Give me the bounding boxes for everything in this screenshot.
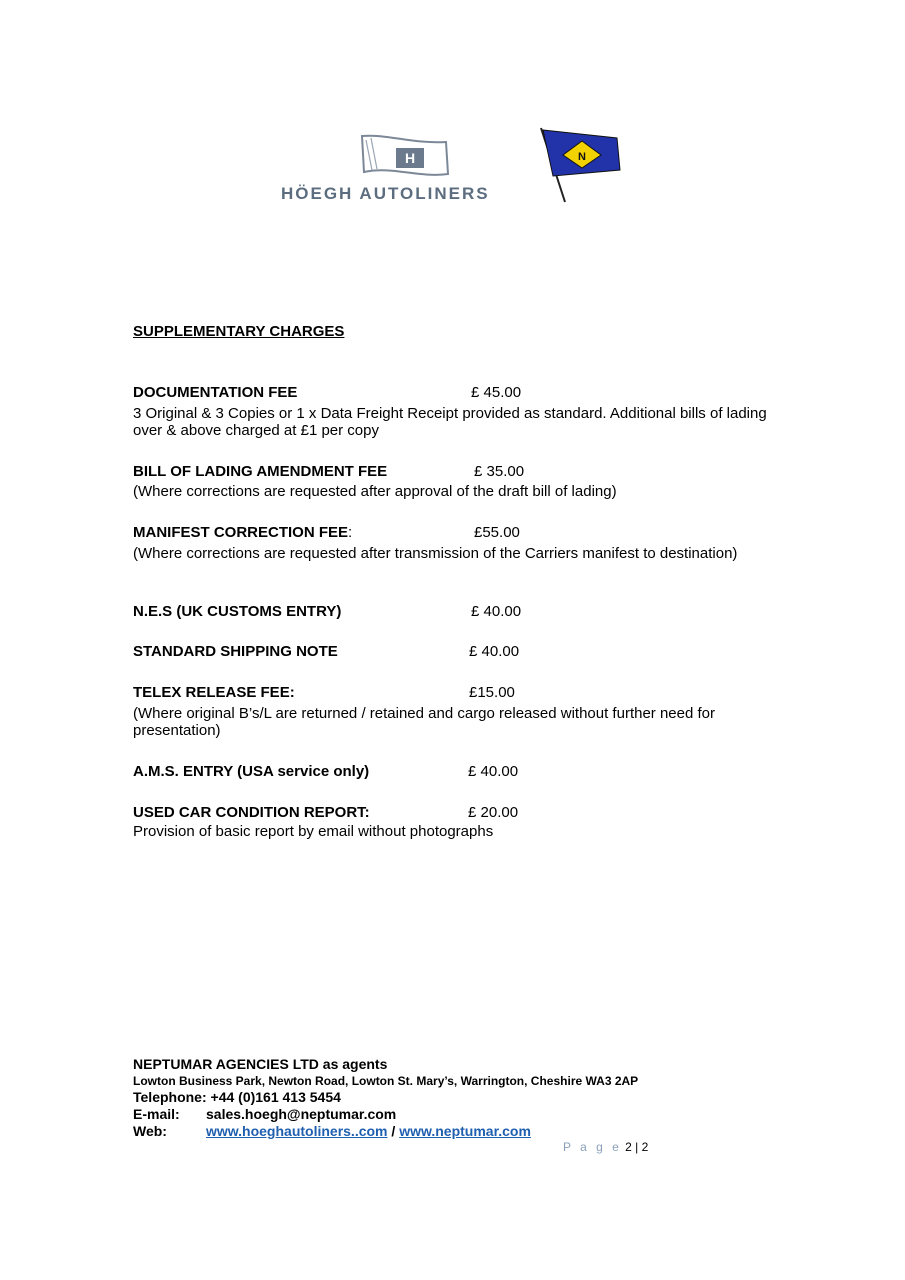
footer-company: NEPTUMAR AGENCIES LTD as agents [133,1056,388,1072]
flag-letter-n: N [578,151,586,163]
page-number [563,1140,648,1154]
fee-price: £ 40.00 [469,643,520,660]
fee-description: (Where original B’s/L are returned / retained and cargo released without further need for presentation) [133,705,715,739]
hoegh-flag-icon [358,132,453,187]
fee-name-wrapper [133,524,352,541]
fee-name: MANIFEST CORRECTION FEE [133,524,349,541]
neptumar-web-link[interactable]: www.neptumar.com [399,1123,531,1139]
fee-name-colon: : [348,524,353,541]
footer-email-row [133,1106,396,1122]
brand-name: HÖEGH AUTOLINERS [281,184,490,203]
neptumar-flag-icon [535,124,625,206]
section-title: SUPPLEMENTARY CHARGES [133,323,345,340]
fee-name: BILL OF LADING AMENDMENT FEE [133,463,388,480]
fee-price: £ 40.00 [468,763,519,780]
fee-name: USED CAR CONDITION REPORT: [133,804,370,821]
email-label: E-mail: [133,1106,180,1122]
fee-price: £15.00 [469,684,515,701]
page-count: 2 | 2 [625,1140,649,1154]
fee-name: N.E.S (UK CUSTOMS ENTRY) [133,603,342,620]
fee-description: (Where corrections are requested after transmission of the Carriers manifest to destination) [133,545,738,562]
email-address: sales.hoegh@neptumar.com [206,1106,397,1122]
fee-name: A.M.S. ENTRY (USA service only) [133,763,370,780]
fee-name: DOCUMENTATION FEE [133,384,298,401]
page-word: P a g e [563,1140,622,1154]
fee-description: (Where corrections are requested after approval of the draft bill of lading) [133,483,617,500]
footer-address: Lowton Business Park, Newton Road, Lowton St. Mary’s, Warrington, Cheshire WA3 2AP [133,1074,639,1088]
fee-description: Provision of basic report by email without photographs [133,823,494,840]
footer-telephone: Telephone: +44 (0)161 413 5454 [133,1089,341,1105]
fee-price: £ 45.00 [471,384,522,401]
fee-description: 3 Original & 3 Copies or 1 x Data Freight Receipt provided as standard. Additional bills of lading over & above charged at £1 per copy [133,405,767,439]
footer-web-row [133,1123,531,1139]
fee-price: £ 40.00 [471,603,522,620]
fee-price: £55.00 [474,524,520,541]
web-separator: / [391,1123,396,1139]
fee-price: £ 35.00 [474,463,525,480]
fee-name: TELEX RELEASE FEE: [133,684,295,701]
header-logo [275,122,635,212]
hoegh-web-link[interactable]: www.hoeghautoliners..com [206,1123,388,1139]
flag-letter-h: H [404,150,416,166]
web-label: Web: [133,1123,167,1139]
fee-price: £ 20.00 [468,804,519,821]
fee-name: STANDARD SHIPPING NOTE [133,643,338,660]
